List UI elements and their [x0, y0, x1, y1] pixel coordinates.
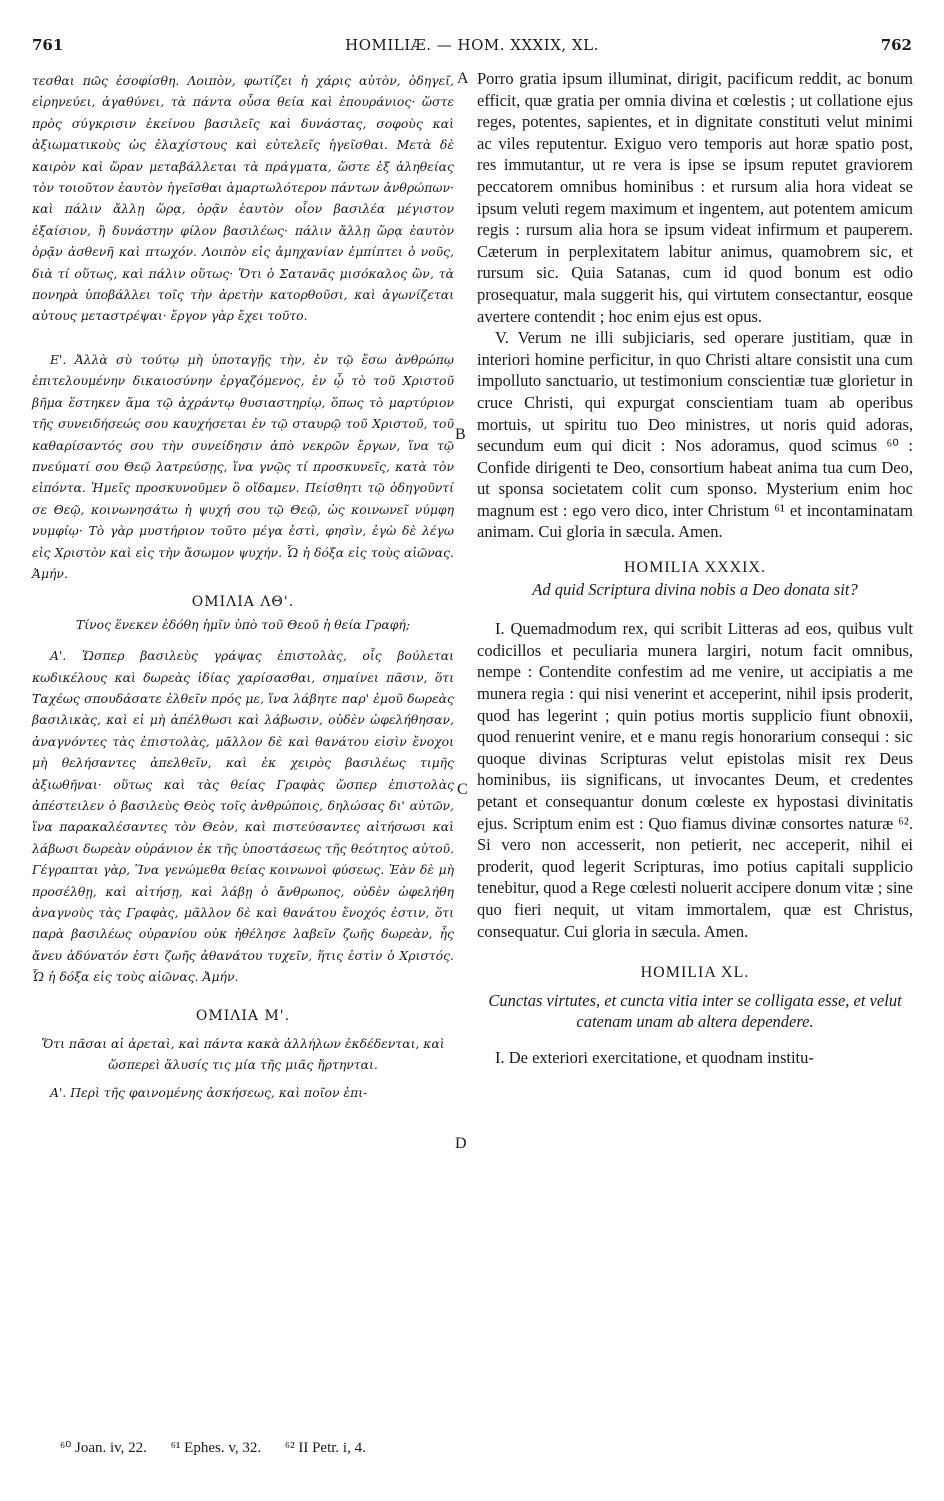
margin-letter-d: D [455, 1135, 467, 1152]
latin-homily-39-title: HOMILIA XXXIX. [624, 559, 766, 577]
latin-homily-40-title: HOMILIA XL. [640, 964, 750, 982]
latin-paragraph-2: V. Verum ne illi subjiciaris, sed operare justitiam, quæ in interiori homine perficitur, in quo Christi altare consistit una cum impolluto sanctuario, ut testimonium conscientiæ tuæ glorietur in cruce Christi, qui expurgat conscientiam tuam ab operibus mortuis, ut spiritu tuo Deo ministres, ut noris quid adoras, secundum eum qui dicit : Nos adoramus, quod scimus ⁶⁰ : Confide dirigenti te Deo, consortium habeat anima tua cum Deo, ut sponsa societatem colit cum sponso. Mysterium enim hoc magnum est : ego vero dico, inter Christum ⁶¹ et incontaminatam animam. Cui gloria in sæcula. Amen. [477, 328, 913, 542]
running-header [32, 36, 912, 60]
greek-column [32, 70, 454, 1103]
latin-paragraph-3: I. Quemadmodum rex, qui scribit Litteras ad eos, quibus vult codicillos et peculiaria munera largiri, notum facit omnibus, nempe : Contendite confestim ad me venire, ut accipiatis a me munera regia : qui nisi venerint et acceperint, nihil ipsis proderit, quod has legerint ; quin potius mortis supplicio fiunt obnoxii, quod renuerint venire, et e manu regis honorarium consequi : sic quoque divinas Scripturas velut epistolas misit rex Deus hominibus, iis significans, ut invocantes Deum, et credentes petant et consequantur donum cœleste ex hypostasi divinitatis ejus. Scriptum enim est : Quo fiamus divinæ consortes naturæ ⁶². Si vero non accesserit, non petierit, nec acceperit, nihil ei proderit, quod legerit Scripturas, imo potius capitali supplicio tenebitur, quod a Rege cœlesti noluerit accipere donum vitæ ; sine quo fieri nequit, ut vitam immortalem, quæ est Christus, consequatur. Cui gloria in sæcula. Amen. [477, 619, 914, 941]
footnote-62: ⁶² II Petr. i, 4. [284, 1440, 366, 1456]
greek-homily-39-subtitle: Τίνος ἕνεκεν ἐδόθη ἡμῖν ὑπὸ τοῦ Θεοῦ ἡ θεία Γραφή; [75, 616, 411, 632]
margin-letter-c: C [457, 781, 468, 798]
greek-homily-40-subtitle: Ὅτι πᾶσαι αἱ ἀρεταὶ, καὶ πάντα κακὰ ἀλλήλων ἐκδέδενται, καὶ ὥσπερεὶ ἅλυσίς τις μία τῆς μιᾶς ἤρτηνται. [41, 1036, 445, 1073]
greek-paragraph-3: Α'. Ὥσπερ βασιλεὺς γράψας ἐπιστολὰς, οἷς βούλεται κωδικέλους καὶ δωρεὰς ἰδίας χαρίσασθαι, σημαίνει πᾶσιν, ὅτι Ταχέως σπουδάσατε ἐλθεῖν πρός με, ἵνα λάβητε παρ' ἐμοῦ δωρεὰς βασιλικὰς, καὶ εἰ μὴ ἀπέλθωσι καὶ λάβωσιν, οὐδὲν ὠφελήθησαν, ἀναγνόντες τὰς ἐπιστολὰς, μᾶλλον δὲ καὶ θανάτου εἰσὶν ἔνοχοι μὴ θελήσαντες ἀπελθεῖν, καὶ ἐκ χειρὸς βασιλέως τιμῆς ἀξιωθῆναι· οὕτως καὶ τὰς θείας Γραφὰς ὥσπερ ἐπιστολὰς ἀπέστειλεν ὁ βασιλεὺς Θεὸς τοῖς ἀνθρώποις, δηλώσας δι' αὐτῶν, ἵνα παρακαλέσαντες τὸν Θεὸν, καὶ πιστεύσαντες αἰτήσωσι καὶ λάβωσι δωρεὰν οὐράνιον ἐκ τῆς ὑποστάσεως τῆς θεότητος αὐτοῦ. Γέγραπται γὰρ, Ἵνα γενώμεθα θείας κοινωνοὶ φύσεως. Ἐὰν δὲ μὴ προσέλθῃ, καὶ αἰτήσῃ, καὶ λάβῃ ὁ ἄνθρωπος, οὐδὲν ὠφελήθη ἀναγνοὺς τὰς Γραφὰς, μᾶλλον δὲ καὶ θανάτου ἔνοχός ἐστιν, ὅτι παρὰ βασιλέως οὐρανίου οὐκ ἠθέλησε λαβεῖν ζωῆς δωρεὰν, ἧς ἄνευ ἀδύνατόν ἐστι ζωῆς ἀθανάτου τυχεῖν, ἥτις ἐστὶν ὁ Χριστός. Ὧ ἡ δόξα εἰς τοὺς αἰῶνας. Ἀμήν. [32, 648, 454, 985]
greek-homily-40-title: ΟΜΙΛΙΑ Μ'. [195, 1007, 291, 1024]
footnote-60: ⁶⁰ Joan. iv, 22. [60, 1440, 147, 1456]
footnotes [60, 1438, 386, 1457]
left-page-number: 761 [32, 36, 64, 54]
greek-paragraph-4: Α'. Περὶ τῆς φαινομένης ἀσκήσεως, καὶ ποῖον ἐπι- [50, 1084, 368, 1100]
footnote-61: ⁶¹ Ephes. v, 32. [170, 1440, 262, 1456]
greek-homily-39-title: ΟΜΙΛΙΑ ΛΘ'. [191, 594, 295, 611]
latin-paragraph-4: I. De exteriori exercitatione, et quodnam institu- [495, 1047, 814, 1067]
running-title: HOMILIÆ. — HOM. XXXIX, XL. [345, 36, 599, 54]
margin-letter-a: A [457, 70, 469, 87]
latin-homily-39-subtitle: Ad quid Scriptura divina nobis a Deo donata sit? [532, 579, 858, 599]
latin-column [477, 68, 913, 1069]
greek-paragraph-1: τεσθαι πῶς ἐσοφίσθη. Λοιπὸν, φωτίζει ἡ χάρις αὐτὸν, ὁδηγεῖ, εἰρηνεύει, ἀγαθύνει, τὰ πάντα οὖσα θεία καὶ ἐπουράνιος· ὥστε πρὸς σύγκρισιν ἐκείνου βασιλεῖς καὶ δυνάστας, σοφοὺς καὶ ἀξιωματικοὺς ὡς ἐλαχίστους καὶ εὐτελεῖς ἡγεῖσθαι. Μετὰ δὲ καιρὸν καὶ ὥραν μεταβάλλεται τὰ πράγματα, ὥστε ἐξ ἀληθείας τὸν τοιοῦτον ἑαυτὸν ἡγεῖσθαι ἁμαρτωλότερον πάντων ἀνθρώπων· καὶ πάλιν ἄλλῃ ὥρᾳ, ὁρᾷν ἑαυτὸν οἷον βασιλέα μέγιστον ἐξαίσιον, ἢ δυνάστην φίλον βασιλέως· πάλιν ἄλλῃ ὥρᾳ ἑαυτὸν ὁρᾷν ἀσθενῆ καὶ πτωχόν. Λοιπὸν εἰς ἀμηχανίαν ἐμπίπτει ὁ νοῦς, διὰ τί οὕτως, καὶ πάλιν οὕτως· Ὅτι ὁ Σατανᾶς μισόκαλος ὢν, τὰ πονηρὰ ὑποβάλλει τοῖς τὴν ἀρετὴν κατορθοῦσι, καὶ ἀγωνίζεται αὐτους μεταστρέψαι· ἔργον γὰρ ἔχει τοῦτο. [32, 73, 454, 324]
latin-homily-40-subtitle: Cunctas virtutes, et cuncta vitia inter se colligata esse, et velut catenam unam ab altera dependere. [488, 990, 902, 1032]
greek-paragraph-2: Ε'. Ἀλλὰ σὺ τούτῳ μὴ ὑποταγῇς τὴν, ἐν τῷ ἔσω ἀνθρώπῳ ἐπιτελουμένην δικαιοσύνην ἐργαζόμενος, ἐν ᾧ τὸ τοῦ Χριστοῦ βῆμα ἕστηκεν ἅμα τῷ ἀχράντῳ θυσιαστηρίῳ, ὅπως τὸ μαρτύριον τῆς συνειδήσεώς σου καυχήσεται ἐν τῷ σταυρῷ τοῦ Χριστοῦ, τοῦ καθαρίσαντός σου τὴν συνείδησιν ἀπὸ νεκρῶν ἔργων, ἵνα τῷ πνεύματί σου Θεῷ λατρεύσῃς, ἵνα γνῷς τί προσκυνεῖς, κατὰ τὸν εἰπόντα. Ἡμεῖς προσκυνοῦμεν ὃ οἴδαμεν. Πείσθητι τῷ ὁδηγοῦντί σε Θεῷ, κοινωνησάτω ἡ ψυχή σου τῷ Θεῷ, ὡς κοινωνεῖ νύμφη νυμφίῳ· Τὸ γὰρ μυστήριον τοῦτο μέγα ἐστὶ, φησὶν, ἐγὼ δὲ λέγω εἰς Χριστὸν καὶ εἰς τὴν ἄσωμον ψυχήν. Ὧ ἡ δόξα εἰς τοὺς αἰῶνας. Ἀμήν. [32, 351, 454, 581]
right-page-number: 762 [880, 36, 912, 54]
margin-letter-b: B [455, 426, 466, 443]
latin-paragraph-1: Porro gratia ipsum illuminat, dirigit, pacificum reddit, ac bonum efficit, quæ gratia per omnia divina et cœlestis ; ut collatione ejus reges, potentes, sapientes, et in dignitate constituti velut minimi ac viles reputentur. Exiguo vero temporis aut horæ spatio post, res immutantur, ut re vera is ipse se ipsum reputet graviorem peccatorem omnibus hominibus : et rursum alia hora videat se ipsum veluti regem maximum et ingentem, aut potentem amicum regis : rursum alia hora se ipsum videat infirmum et pauperem. Cæterum in perplexitatem labitur animus, quamobrem sic, et rursum sic. Quia Satanas, cum id quod bonum est odio prosequatur, mala suggerit his, qui virtutem consectantur, eosque avertere contendit ; hoc enim ejus est opus. [477, 69, 913, 326]
